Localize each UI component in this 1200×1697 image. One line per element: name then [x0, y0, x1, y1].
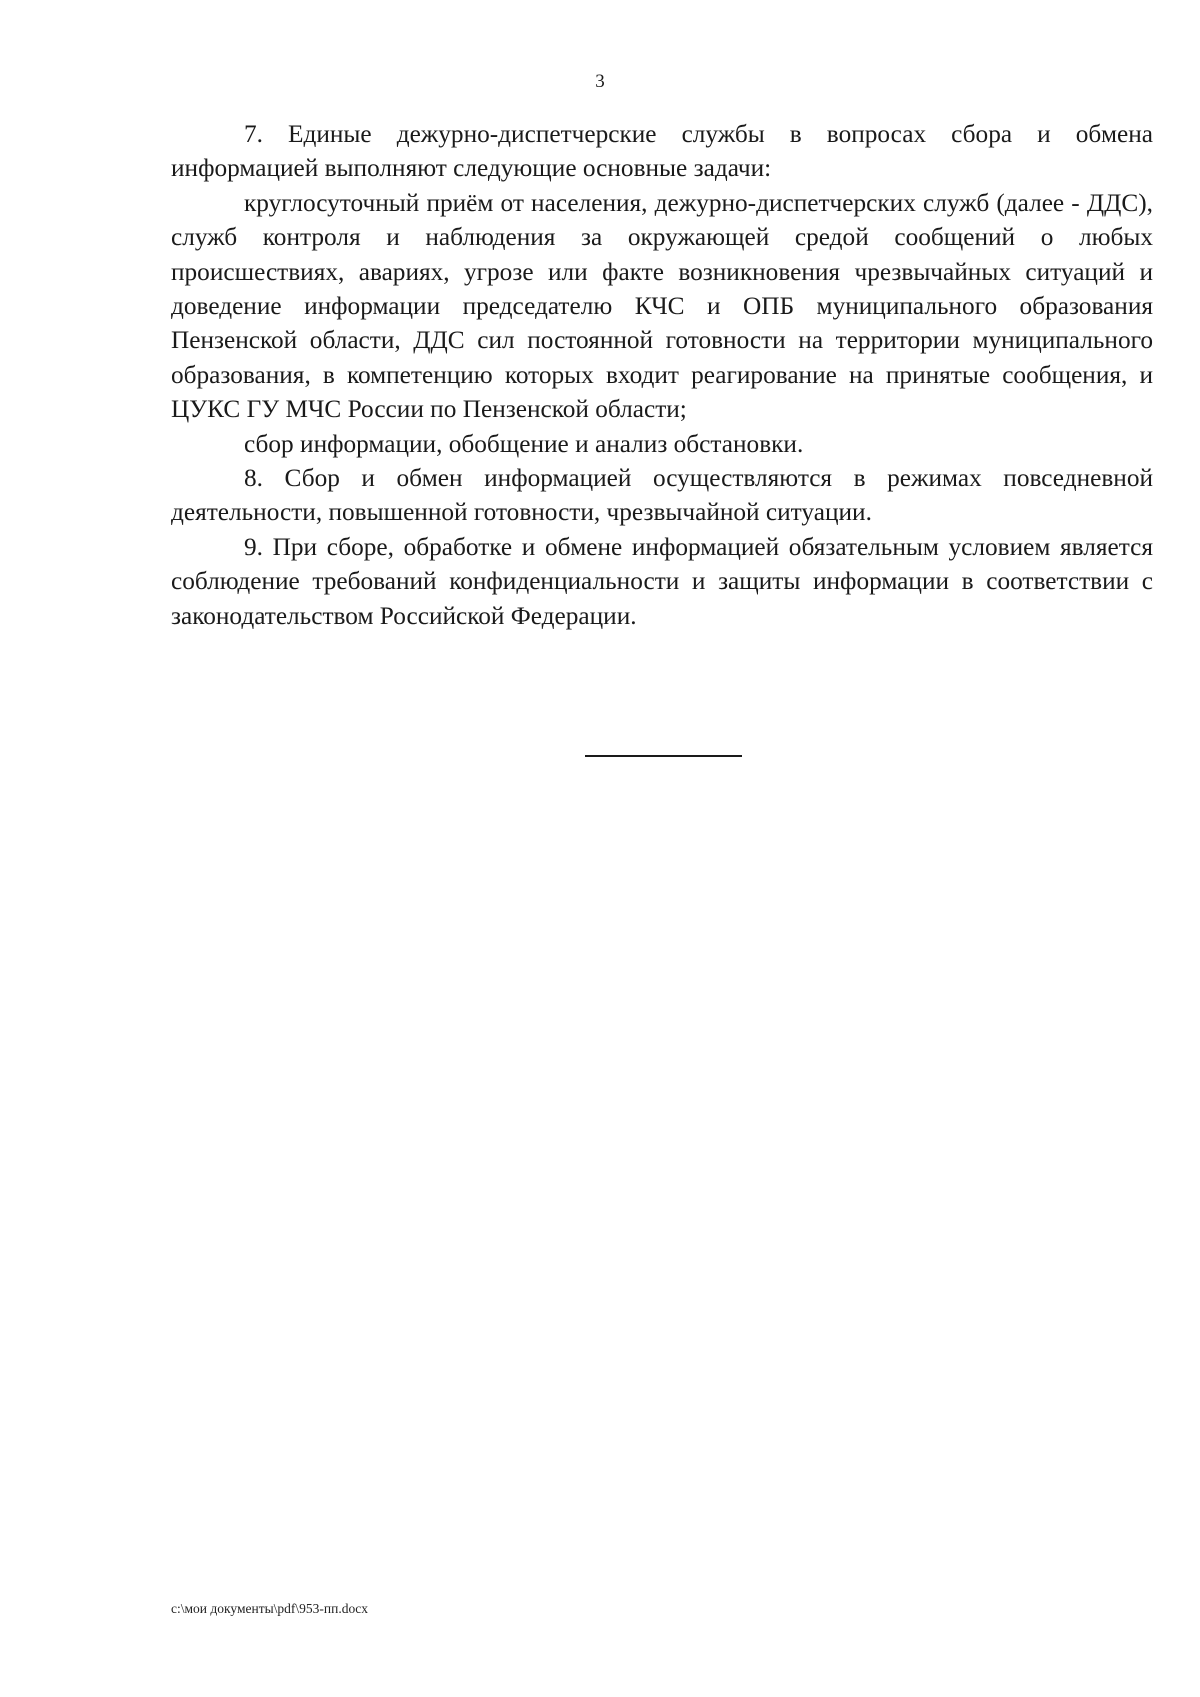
document-body — [171, 117, 1153, 633]
paragraph-item-8: 8. Сбор и обмен информацией осуществляются в режимах повседневной деятельности, повышенной готовности, чрезвычайной ситуации. — [171, 464, 1153, 527]
paragraph-tasks-collection: сбор информации, обобщение и анализ обстановки. — [244, 429, 804, 458]
paragraph-tasks-reception: круглосуточный приём от населения, дежурно-диспетчерских служб (далее - ДДС), служб контроля и наблюдения за окружающей средой сообщений о любых происшествиях, авариях, угрозе или факте возникновения чрезвычайных ситуаций и доведение информации председателю КЧС и ОПБ муниципального образования Пензенской области, ДДС сил постоянной готовности на территории муниципального образования, в компетенцию которых входит реагирование на принятые сообщения, и ЦУКС ГУ МЧС России по Пензенской области; — [171, 188, 1153, 424]
end-divider-line — [585, 755, 742, 757]
footer-file-path: c:\мои документы\pdf\953-пп.docx — [171, 1601, 368, 1616]
paragraph-item-9: 9. При сборе, обработке и обмене информацией обязательным условием является соблюдение требований конфиденциальности и защиты информации в соответствии с законодательством Российской Федерации. — [171, 532, 1153, 630]
paragraph-item-7: 7. Единые дежурно-диспетчерские службы в вопросах сбора и обмена информацией выполняют следующие основные задачи: — [171, 120, 1153, 183]
page-number: 3 — [595, 71, 605, 92]
